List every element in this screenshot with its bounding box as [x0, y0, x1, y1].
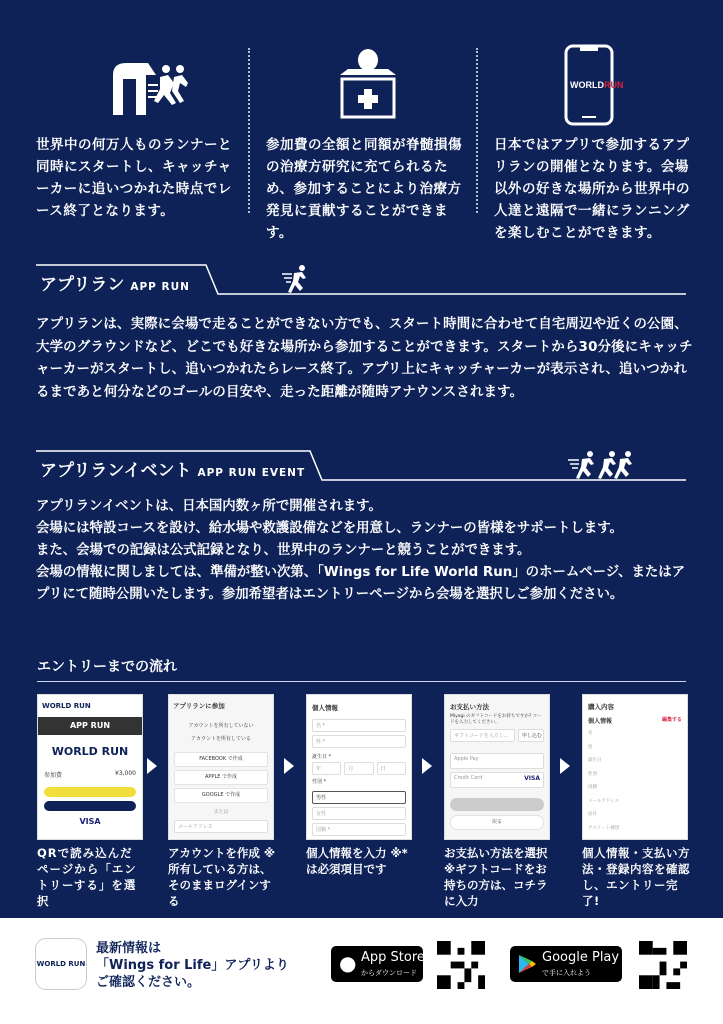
- credit-card-option: Credit Card: [454, 775, 483, 781]
- footer-line: 最新情報は: [96, 941, 162, 956]
- feature-text-2: 参加費の全額と同額が脊髄損傷の治療方研究に充てられるため、参加することにより治療方発見に貢献することができます。: [266, 137, 462, 241]
- screen-text: アカウントを所有していない: [188, 723, 254, 729]
- summary-row: 姓: [588, 744, 593, 750]
- screen-title: お支払い方法: [450, 703, 489, 711]
- dob-label: 誕生日 *: [312, 754, 332, 760]
- body-line: 会場の情報に関しましては、準備が整い次第、「Wings for Life World Run」のホームページ、またはアプリにて随時公開いたします。参加希望者はエントリーページから会場を選択しご参加ください。: [36, 565, 686, 602]
- screen-step-1: [37, 694, 143, 840]
- summary-row: 名: [588, 731, 593, 736]
- store-sub: で手に入れよう: [542, 969, 591, 977]
- google-button: GOOGLE で作成: [174, 788, 268, 803]
- first-name-field: 名 *: [312, 719, 406, 732]
- gift-button: [44, 801, 136, 811]
- section-title-en: APP RUN: [130, 281, 190, 293]
- edit-link: 編集する: [661, 717, 682, 723]
- divider: [248, 48, 250, 213]
- summary-row: 国籍: [588, 785, 597, 790]
- apply-button: 申し込む: [518, 729, 544, 742]
- screen-text: または: [213, 809, 229, 815]
- app-run-event-body: [36, 496, 696, 606]
- gender-label: 性別 *: [312, 779, 327, 785]
- screen-text: アカウントを所有している: [191, 736, 251, 742]
- qr-code-google-play[interactable]: [639, 941, 687, 989]
- donation-box-icon: [330, 45, 410, 120]
- summary-row: 性別: [588, 771, 597, 777]
- apple-button: APPLE で作成: [174, 770, 268, 785]
- footer-line: 「Wings for Life」アプリより: [96, 958, 289, 973]
- divider: [37, 681, 686, 682]
- store-sub: からダウンロード: [361, 969, 417, 977]
- world-run-logo: WORLDRUN: [570, 80, 624, 90]
- flow-title: エントリーまでの流れ: [37, 659, 177, 675]
- fee-value: ¥3,000: [115, 770, 136, 777]
- store-name: Google Play: [542, 950, 620, 965]
- google-play-button[interactable]: [510, 946, 622, 982]
- section-title: アプリラン: [40, 275, 125, 295]
- arrow-icon: [560, 758, 570, 774]
- phone-app-icon: [560, 44, 624, 126]
- screen-step-4: [444, 694, 550, 840]
- step-caption-2: アカウントを作成 ※所有している方は、そのままログインする: [168, 846, 276, 908]
- screen-title: 個人情報: [312, 704, 338, 712]
- runner-icon: [280, 264, 310, 292]
- body-line: 会場には特設コースを設け、給水場や救護設備などを用意し、ランナーの皆様をサポートします。: [36, 521, 623, 536]
- month-field: 月: [344, 762, 373, 775]
- email-field: メールアドレス: [174, 820, 268, 833]
- apple-icon: ●: [339, 951, 357, 975]
- gender-female-option: 女性: [312, 807, 406, 820]
- screen-step-5: [582, 694, 688, 840]
- footer-message: [96, 940, 289, 991]
- next-button: [450, 798, 544, 811]
- last-name-field: 姓 *: [312, 735, 406, 748]
- arrow-icon: [147, 758, 157, 774]
- arrow-icon: [284, 758, 294, 774]
- app-run-heading: [36, 264, 686, 296]
- google-play-icon: [518, 954, 536, 974]
- feature-text-1: 世界中の何万人ものランナーと同時にスタートし、キャッチャーカーに追いつかれた時点でレース終了となります。: [36, 137, 232, 219]
- runners-icon: [566, 450, 638, 478]
- country-field: 国籍 *: [312, 823, 406, 836]
- app-run-event-heading: [36, 450, 686, 482]
- screen-title: 購入内容: [588, 703, 614, 711]
- back-button: 戻る: [450, 815, 544, 830]
- world-run-logo: WORLD RUN: [36, 960, 86, 968]
- body-line: アプリランイベントは、日本国内数ヶ所で開催されます。: [36, 499, 382, 514]
- visa-logo: VISA: [79, 817, 101, 826]
- gender-male-option: 男性: [312, 791, 406, 804]
- day-field: 日: [377, 762, 406, 775]
- body-line: また、会場での記録は公式記録となり、世界中のランナーと競うことができます。: [36, 543, 531, 558]
- section-title: アプリランイベント: [40, 461, 192, 481]
- entry-button: [44, 787, 136, 797]
- step-caption-1: QRで読み込んだページから「エントリーする」を選択: [37, 846, 137, 908]
- year-field: 年: [312, 762, 341, 775]
- app-icon[interactable]: [35, 938, 87, 990]
- visa-logo: VISA: [524, 775, 540, 782]
- footer-line: ご確認ください。: [96, 975, 201, 990]
- summary-row: 居住: [588, 812, 597, 817]
- screen-text: Miyagi のギフトコードをお持ちですか? コードを入力してください。: [450, 714, 542, 725]
- summary-row: アスリート種別: [588, 825, 620, 831]
- screen-step-2: [168, 694, 274, 840]
- qr-code-app-store[interactable]: [437, 941, 485, 989]
- apple-pay-option: Apple Pay: [450, 753, 544, 769]
- screen-subtitle: 個人情報: [588, 718, 613, 725]
- divider: [476, 48, 478, 213]
- step-caption-3: 個人情報を入力 ※*は必須項目です: [306, 846, 408, 876]
- app-run-body: アプリランは、実際に会場で走ることができない方でも、スタート時間に合わせて自宅周辺や近くの公園、大学のグラウンドなど、どこでも好きな場所から参加することができます。スタートから30分後にキャッチャーカーがスタートし、追いつかれたらレース終了。アプリ上にキャッチャーカーが表示され、追いつかれるまであと何分などのゴールの目安や、走った距離が随時アナウンスされます。: [36, 317, 693, 400]
- banner: APP RUN: [38, 717, 142, 735]
- fee-label: 参加費: [44, 772, 63, 779]
- step-caption-4: お支払い方法を選択 ※ギフトコードをお持ちの方は、コチラに入力: [444, 846, 548, 908]
- feature-text-3: 日本ではアプリで参加するアプリランの開催となります。会場以外の好きな場所から世界中の人達と遠隔で一緒にランニングを楽しむことができます。: [494, 137, 690, 241]
- store-name: App Store: [361, 950, 425, 965]
- screen-step-3: [306, 694, 412, 840]
- app-store-button[interactable]: [331, 946, 423, 982]
- arrow-icon: [422, 758, 432, 774]
- runners-finish-icon: [108, 45, 188, 120]
- summary-row: 誕生日: [588, 758, 602, 763]
- screen-title: アプリランに参加: [173, 702, 225, 710]
- step-caption-5: 個人情報・支払い方法・登録内容を確認し、エントリー完了!: [582, 846, 690, 908]
- world-run-logo: WORLD RUN: [51, 745, 129, 758]
- summary-row: メールアドレス: [588, 798, 620, 804]
- facebook-button: FACEBOOK で作成: [174, 752, 268, 767]
- world-run-logo: WORLD RUN: [42, 702, 91, 710]
- section-title-en: APP RUN EVENT: [197, 467, 306, 479]
- gift-code-field: ギフトコードを入力し...: [450, 729, 515, 742]
